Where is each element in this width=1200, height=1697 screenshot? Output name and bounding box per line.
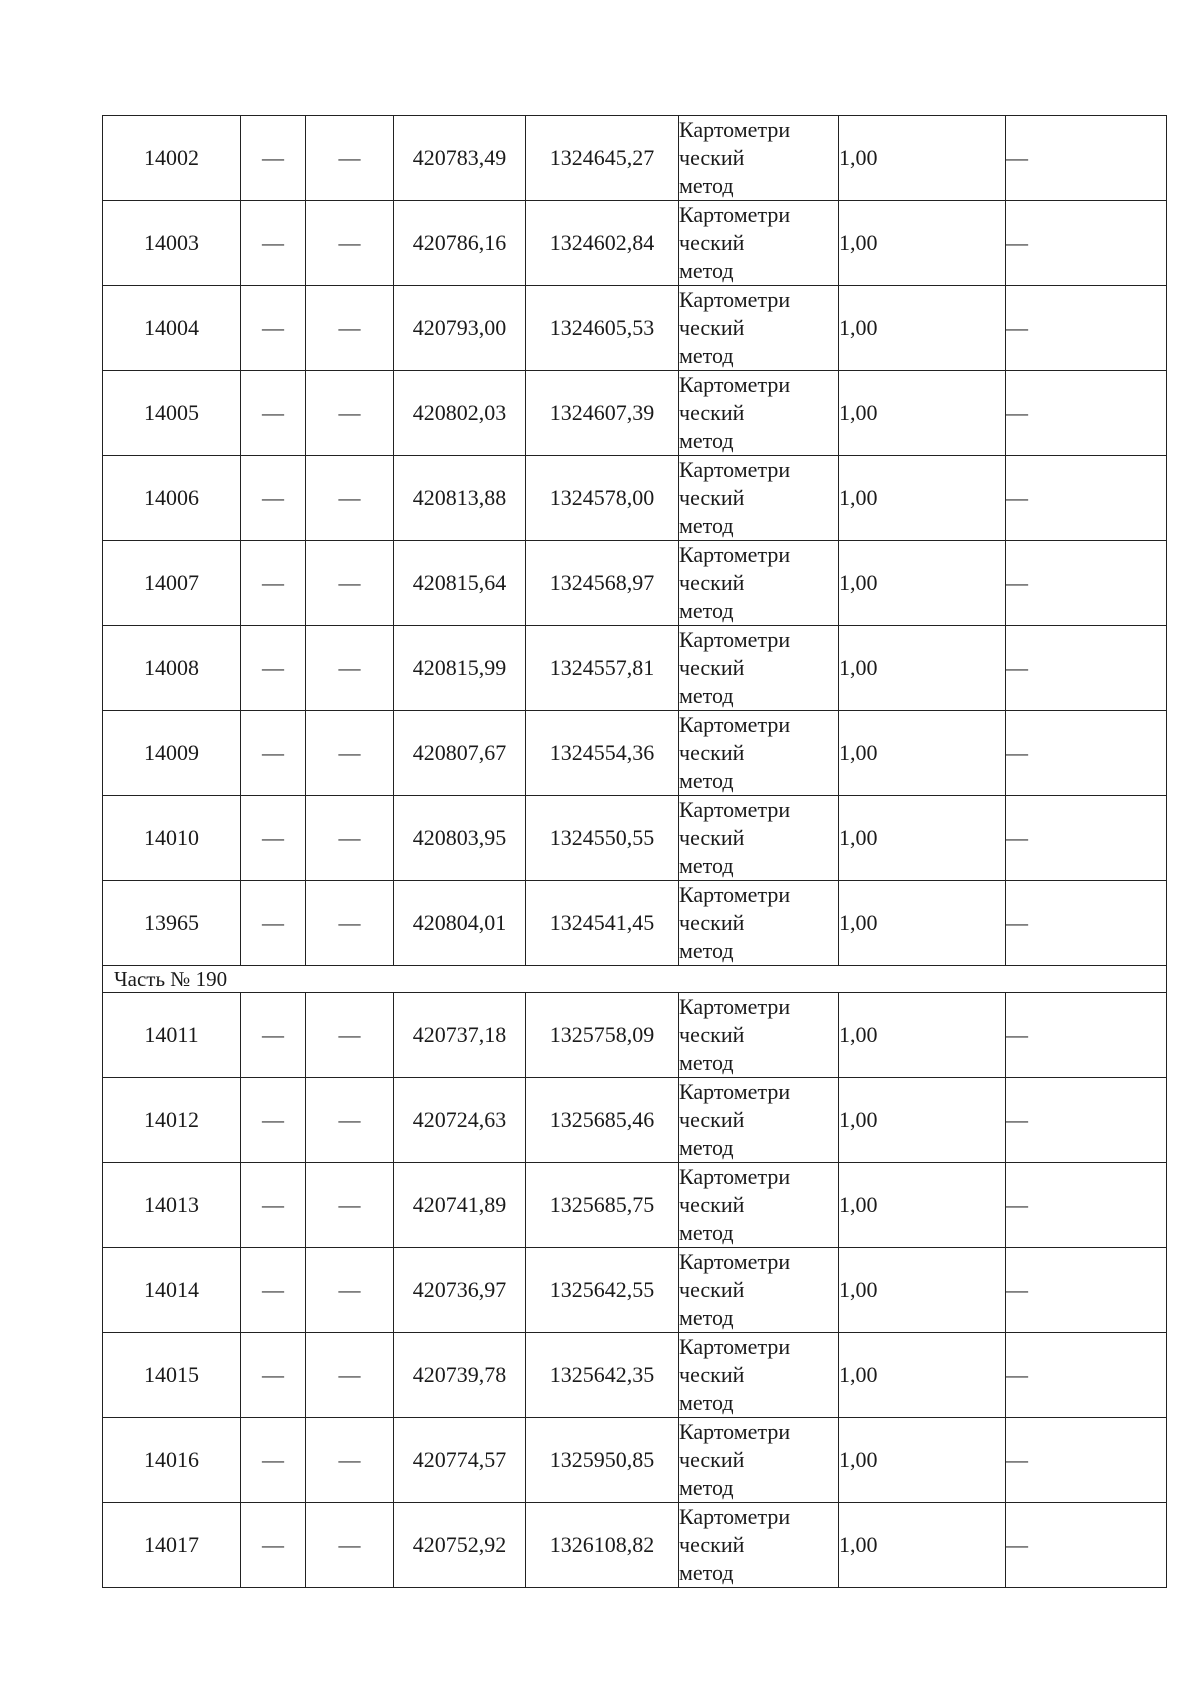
table-row	[103, 1163, 1167, 1248]
method-line: ческий	[679, 400, 745, 425]
method-line: Картометри	[679, 1079, 791, 1104]
accuracy-cell: 1,00	[839, 1248, 1006, 1333]
method-cell	[679, 993, 839, 1078]
method-line: ческий	[679, 315, 745, 340]
point-number-cell: 14007	[103, 541, 241, 626]
y-coordinate-cell: 1326108,82	[526, 1503, 679, 1588]
empty-dash-cell: —	[1006, 626, 1167, 711]
empty-dash-cell: —	[1006, 116, 1167, 201]
point-number-cell: 14012	[103, 1078, 241, 1163]
coordinates-table	[102, 115, 1167, 1588]
method-line: ческий	[679, 655, 745, 680]
empty-dash-cell: —	[1006, 1078, 1167, 1163]
empty-dash-cell: —	[1006, 881, 1167, 966]
method-line: ческий	[679, 1532, 745, 1557]
accuracy-cell: 1,00	[839, 626, 1006, 711]
method-cell	[679, 456, 839, 541]
accuracy-cell: 1,00	[839, 456, 1006, 541]
empty-dash-cell: —	[241, 711, 306, 796]
x-coordinate-cell: 420752,92	[394, 1503, 526, 1588]
method-line: метод	[679, 1475, 734, 1500]
method-text	[679, 1248, 838, 1332]
method-cell	[679, 201, 839, 286]
empty-dash-cell: —	[241, 201, 306, 286]
table-body	[103, 116, 1167, 1588]
y-coordinate-cell: 1325685,46	[526, 1078, 679, 1163]
method-line: Картометри	[679, 1419, 791, 1444]
y-coordinate-cell: 1325758,09	[526, 993, 679, 1078]
empty-dash-cell: —	[1006, 993, 1167, 1078]
method-line: метод	[679, 1390, 734, 1415]
x-coordinate-cell: 420807,67	[394, 711, 526, 796]
method-cell	[679, 626, 839, 711]
method-text	[679, 371, 838, 455]
empty-dash-cell: —	[241, 541, 306, 626]
x-coordinate-cell: 420804,01	[394, 881, 526, 966]
method-cell	[679, 1248, 839, 1333]
method-text	[679, 1418, 838, 1502]
method-line: метод	[679, 853, 734, 878]
empty-dash-cell: —	[1006, 1503, 1167, 1588]
empty-dash-cell: —	[306, 1503, 394, 1588]
accuracy-cell: 1,00	[839, 541, 1006, 626]
section-header-row	[103, 966, 1167, 993]
accuracy-cell: 1,00	[839, 1333, 1006, 1418]
empty-dash-cell: —	[306, 1248, 394, 1333]
method-text	[679, 1333, 838, 1417]
x-coordinate-cell: 420739,78	[394, 1333, 526, 1418]
table-row	[103, 1333, 1167, 1418]
method-line: метод	[679, 428, 734, 453]
document-page	[102, 115, 1166, 1588]
empty-dash-cell: —	[241, 881, 306, 966]
x-coordinate-cell: 420813,88	[394, 456, 526, 541]
point-number-cell: 14013	[103, 1163, 241, 1248]
empty-dash-cell: —	[306, 116, 394, 201]
table-row	[103, 1418, 1167, 1503]
table-row	[103, 881, 1167, 966]
x-coordinate-cell: 420724,63	[394, 1078, 526, 1163]
x-coordinate-cell: 420736,97	[394, 1248, 526, 1333]
empty-dash-cell: —	[306, 1418, 394, 1503]
method-line: Картометри	[679, 1504, 791, 1529]
empty-dash-cell: —	[1006, 286, 1167, 371]
method-line: ческий	[679, 1107, 745, 1132]
x-coordinate-cell: 420793,00	[394, 286, 526, 371]
method-cell	[679, 371, 839, 456]
point-number-cell: 14005	[103, 371, 241, 456]
x-coordinate-cell: 420815,99	[394, 626, 526, 711]
method-line: метод	[679, 173, 734, 198]
empty-dash-cell: —	[241, 626, 306, 711]
empty-dash-cell: —	[306, 711, 394, 796]
accuracy-cell: 1,00	[839, 1163, 1006, 1248]
method-line: ческий	[679, 230, 745, 255]
x-coordinate-cell: 420774,57	[394, 1418, 526, 1503]
y-coordinate-cell: 1324557,81	[526, 626, 679, 711]
table-row	[103, 116, 1167, 201]
table-row	[103, 1078, 1167, 1163]
table-row	[103, 1248, 1167, 1333]
method-line: Картометри	[679, 287, 791, 312]
accuracy-cell: 1,00	[839, 993, 1006, 1078]
method-cell	[679, 1333, 839, 1418]
y-coordinate-cell: 1324602,84	[526, 201, 679, 286]
y-coordinate-cell: 1324645,27	[526, 116, 679, 201]
method-text	[679, 1078, 838, 1162]
empty-dash-cell: —	[306, 541, 394, 626]
method-cell	[679, 1418, 839, 1503]
method-cell	[679, 286, 839, 371]
accuracy-cell: 1,00	[839, 711, 1006, 796]
empty-dash-cell: —	[1006, 1333, 1167, 1418]
empty-dash-cell: —	[306, 1333, 394, 1418]
method-line: ческий	[679, 145, 745, 170]
table-row	[103, 541, 1167, 626]
method-line: ческий	[679, 1447, 745, 1472]
empty-dash-cell: —	[306, 286, 394, 371]
method-text	[679, 993, 838, 1077]
point-number-cell: 14003	[103, 201, 241, 286]
empty-dash-cell: —	[306, 201, 394, 286]
section-label: Часть № 190	[103, 966, 1167, 993]
point-number-cell: 14010	[103, 796, 241, 881]
x-coordinate-cell: 420783,49	[394, 116, 526, 201]
method-text	[679, 881, 838, 965]
accuracy-cell: 1,00	[839, 116, 1006, 201]
method-line: метод	[679, 598, 734, 623]
x-coordinate-cell: 420737,18	[394, 993, 526, 1078]
table-row	[103, 796, 1167, 881]
method-line: метод	[679, 1050, 734, 1075]
point-number-cell: 14016	[103, 1418, 241, 1503]
empty-dash-cell: —	[1006, 1418, 1167, 1503]
method-line: ческий	[679, 740, 745, 765]
table-row	[103, 626, 1167, 711]
empty-dash-cell: —	[241, 116, 306, 201]
empty-dash-cell: —	[306, 796, 394, 881]
method-line: ческий	[679, 1192, 745, 1217]
method-line: Картометри	[679, 797, 791, 822]
point-number-cell: 14015	[103, 1333, 241, 1418]
empty-dash-cell: —	[306, 371, 394, 456]
method-cell	[679, 541, 839, 626]
y-coordinate-cell: 1325642,55	[526, 1248, 679, 1333]
point-number-cell: 14002	[103, 116, 241, 201]
y-coordinate-cell: 1324605,53	[526, 286, 679, 371]
y-coordinate-cell: 1324541,45	[526, 881, 679, 966]
method-cell	[679, 796, 839, 881]
table-row	[103, 711, 1167, 796]
y-coordinate-cell: 1325950,85	[526, 1418, 679, 1503]
empty-dash-cell: —	[241, 796, 306, 881]
method-line: Картометри	[679, 542, 791, 567]
method-line: Картометри	[679, 1249, 791, 1274]
x-coordinate-cell: 420786,16	[394, 201, 526, 286]
method-line: Картометри	[679, 202, 791, 227]
empty-dash-cell: —	[1006, 201, 1167, 286]
method-line: Картометри	[679, 882, 791, 907]
accuracy-cell: 1,00	[839, 881, 1006, 966]
method-line: Картометри	[679, 117, 791, 142]
y-coordinate-cell: 1325642,35	[526, 1333, 679, 1418]
method-cell	[679, 881, 839, 966]
method-cell	[679, 116, 839, 201]
x-coordinate-cell: 420741,89	[394, 1163, 526, 1248]
method-text	[679, 796, 838, 880]
empty-dash-cell: —	[1006, 1163, 1167, 1248]
method-line: Картометри	[679, 372, 791, 397]
point-number-cell: 14017	[103, 1503, 241, 1588]
method-text	[679, 711, 838, 795]
method-line: метод	[679, 258, 734, 283]
table-row	[103, 1503, 1167, 1588]
method-line: Картометри	[679, 627, 791, 652]
empty-dash-cell: —	[1006, 796, 1167, 881]
x-coordinate-cell: 420803,95	[394, 796, 526, 881]
point-number-cell: 13965	[103, 881, 241, 966]
empty-dash-cell: —	[241, 1503, 306, 1588]
method-text	[679, 456, 838, 540]
accuracy-cell: 1,00	[839, 1418, 1006, 1503]
method-text	[679, 116, 838, 200]
y-coordinate-cell: 1324607,39	[526, 371, 679, 456]
method-text	[679, 1163, 838, 1247]
table-row	[103, 371, 1167, 456]
empty-dash-cell: —	[306, 626, 394, 711]
accuracy-cell: 1,00	[839, 201, 1006, 286]
method-line: метод	[679, 683, 734, 708]
empty-dash-cell: —	[1006, 711, 1167, 796]
empty-dash-cell: —	[306, 881, 394, 966]
point-number-cell: 14014	[103, 1248, 241, 1333]
point-number-cell: 14004	[103, 286, 241, 371]
empty-dash-cell: —	[306, 1163, 394, 1248]
method-line: метод	[679, 1135, 734, 1160]
empty-dash-cell: —	[241, 286, 306, 371]
method-line: ческий	[679, 825, 745, 850]
method-line: метод	[679, 343, 734, 368]
empty-dash-cell: —	[241, 1078, 306, 1163]
method-text	[679, 1503, 838, 1587]
method-text	[679, 626, 838, 710]
y-coordinate-cell: 1324568,97	[526, 541, 679, 626]
y-coordinate-cell: 1324550,55	[526, 796, 679, 881]
method-line: ческий	[679, 570, 745, 595]
table-row	[103, 993, 1167, 1078]
point-number-cell: 14011	[103, 993, 241, 1078]
accuracy-cell: 1,00	[839, 796, 1006, 881]
method-line: Картометри	[679, 1334, 791, 1359]
empty-dash-cell: —	[306, 1078, 394, 1163]
table-row	[103, 201, 1167, 286]
y-coordinate-cell: 1325685,75	[526, 1163, 679, 1248]
method-line: ческий	[679, 485, 745, 510]
method-text	[679, 541, 838, 625]
y-coordinate-cell: 1324578,00	[526, 456, 679, 541]
method-line: метод	[679, 513, 734, 538]
point-number-cell: 14008	[103, 626, 241, 711]
x-coordinate-cell: 420802,03	[394, 371, 526, 456]
method-cell	[679, 1503, 839, 1588]
empty-dash-cell: —	[241, 1333, 306, 1418]
empty-dash-cell: —	[241, 1418, 306, 1503]
method-line: ческий	[679, 1022, 745, 1047]
accuracy-cell: 1,00	[839, 371, 1006, 456]
empty-dash-cell: —	[1006, 541, 1167, 626]
empty-dash-cell: —	[306, 456, 394, 541]
point-number-cell: 14006	[103, 456, 241, 541]
empty-dash-cell: —	[241, 1163, 306, 1248]
accuracy-cell: 1,00	[839, 286, 1006, 371]
y-coordinate-cell: 1324554,36	[526, 711, 679, 796]
accuracy-cell: 1,00	[839, 1078, 1006, 1163]
method-line: Картометри	[679, 457, 791, 482]
method-line: Картометри	[679, 994, 791, 1019]
empty-dash-cell: —	[1006, 456, 1167, 541]
method-cell	[679, 1078, 839, 1163]
empty-dash-cell: —	[1006, 1248, 1167, 1333]
method-text	[679, 201, 838, 285]
empty-dash-cell: —	[241, 993, 306, 1078]
method-line: Картометри	[679, 1164, 791, 1189]
method-line: ческий	[679, 1277, 745, 1302]
method-line: метод	[679, 1305, 734, 1330]
method-line: ческий	[679, 1362, 745, 1387]
method-line: метод	[679, 1560, 734, 1585]
method-line: ческий	[679, 910, 745, 935]
point-number-cell: 14009	[103, 711, 241, 796]
empty-dash-cell: —	[241, 1248, 306, 1333]
x-coordinate-cell: 420815,64	[394, 541, 526, 626]
method-text	[679, 286, 838, 370]
method-cell	[679, 1163, 839, 1248]
accuracy-cell: 1,00	[839, 1503, 1006, 1588]
empty-dash-cell: —	[1006, 371, 1167, 456]
method-line: метод	[679, 938, 734, 963]
empty-dash-cell: —	[241, 456, 306, 541]
table-row	[103, 456, 1167, 541]
empty-dash-cell: —	[241, 371, 306, 456]
method-line: Картометри	[679, 712, 791, 737]
empty-dash-cell: —	[306, 993, 394, 1078]
method-line: метод	[679, 768, 734, 793]
method-line: метод	[679, 1220, 734, 1245]
method-cell	[679, 711, 839, 796]
table-row	[103, 286, 1167, 371]
